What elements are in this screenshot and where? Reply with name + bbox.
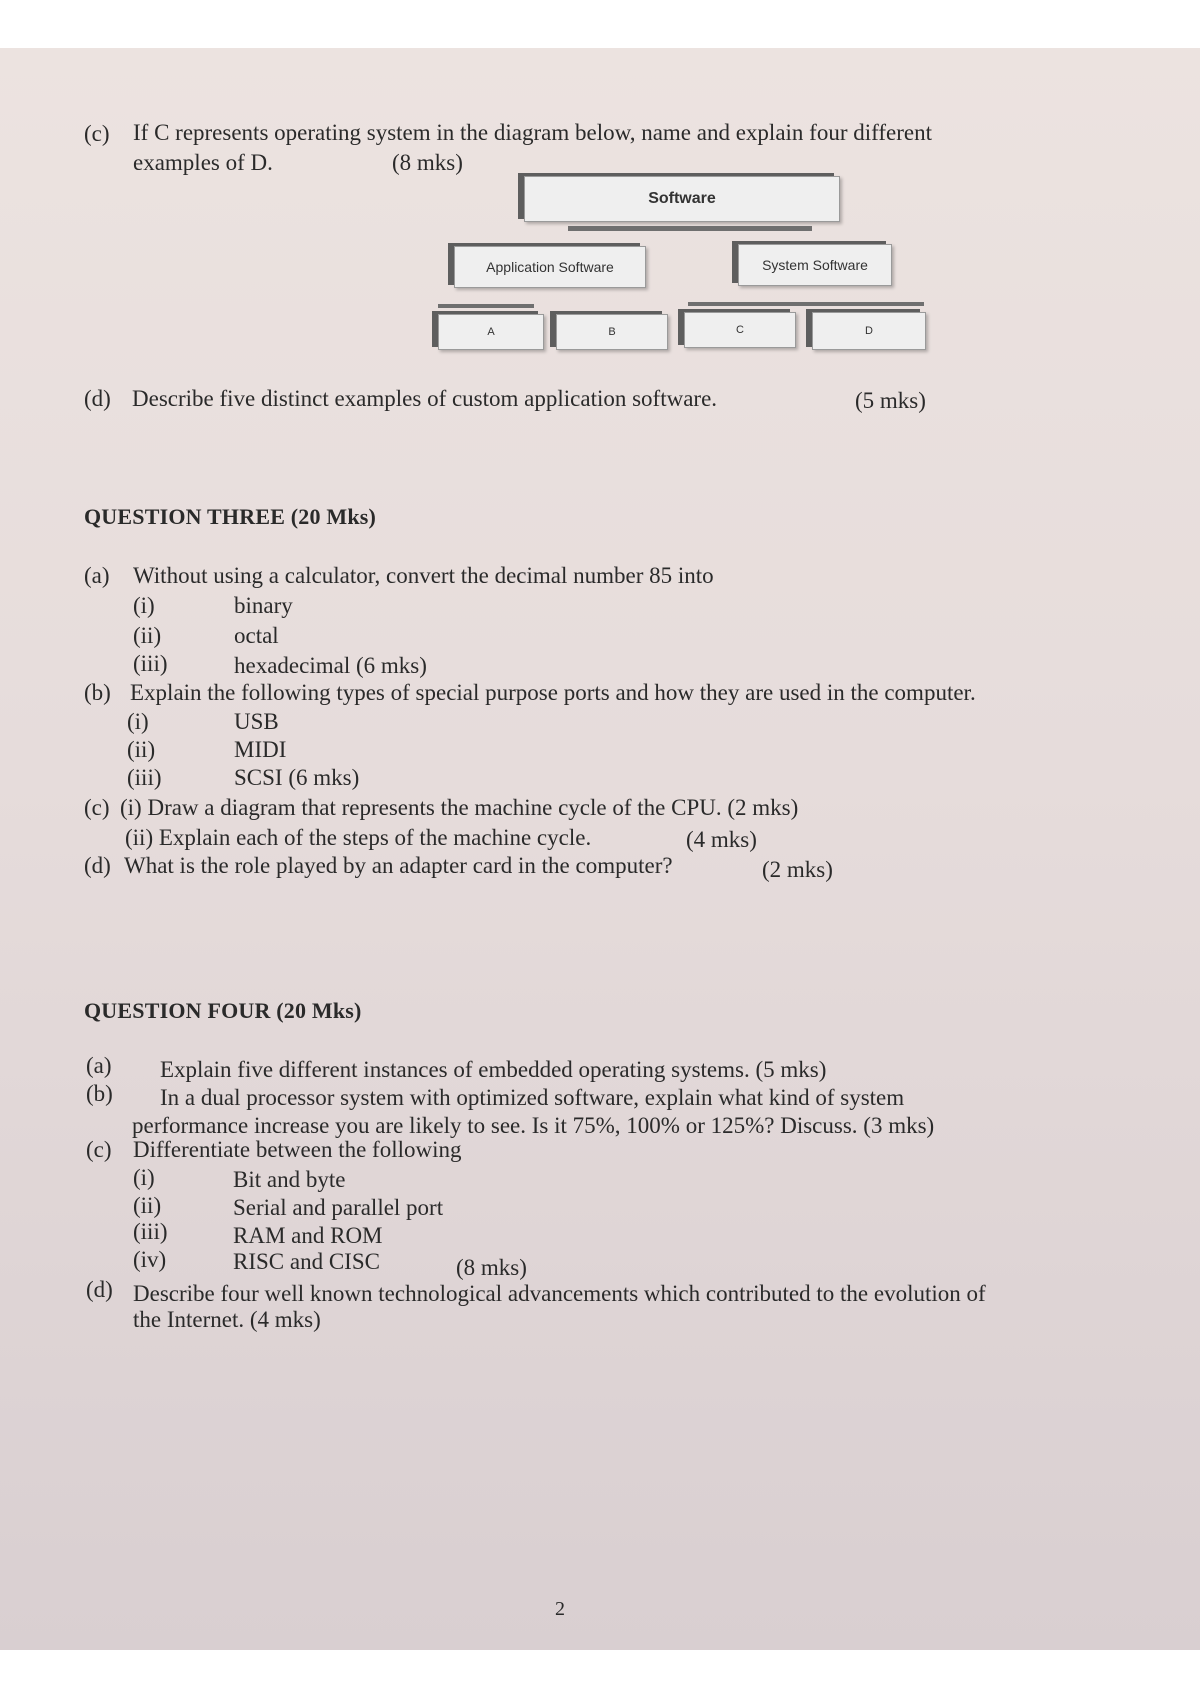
q3-c-label: (c): [84, 795, 110, 820]
q4-c-item-text: RISC and CISC: [233, 1249, 380, 1274]
q3-a-text: Without using a calculator, convert the decimal number 85 into: [133, 563, 714, 588]
diagram-leaf-b: B: [556, 314, 668, 350]
page-number: 2: [555, 1598, 565, 1620]
q4-c-item-num: (iv): [133, 1247, 167, 1272]
q4-c-marks: (8 mks): [456, 1255, 527, 1280]
q4-a-text: Explain five different instances of embedded operating systems. (5 mks): [160, 1057, 827, 1082]
q4-c-item-text: Serial and parallel port: [233, 1195, 444, 1220]
connector-top: [568, 226, 812, 231]
q3-d-label: (d): [84, 853, 111, 878]
q3-b-label: (b): [84, 680, 111, 705]
diagram-leaf-c: C: [684, 312, 796, 348]
software-hierarchy-diagram: [428, 172, 934, 368]
diagram-system-software: System Software: [738, 244, 892, 286]
part-d-marks: (5 mks): [855, 388, 926, 413]
q4-b-label: (b): [86, 1081, 113, 1106]
q3-d-text: What is the role played by an adapter card in the computer?: [124, 853, 673, 878]
q3-b-item-num: (ii): [127, 737, 156, 762]
q3-b-item-num: (iii): [127, 765, 162, 790]
q3-d-marks: (2 mks): [762, 857, 833, 882]
q4-c-item-num: (ii): [133, 1193, 162, 1218]
q3-c-i: (i) Draw a diagram that represents the machine cycle of the CPU. (2 mks): [120, 795, 799, 820]
q4-c-item-num: (iii): [133, 1219, 168, 1244]
q3-a-item-num: (iii): [133, 651, 168, 676]
part-d-text: Describe five distinct examples of custom application software.: [132, 386, 718, 411]
q4-c-item-text: Bit and byte: [233, 1167, 346, 1192]
diagram-application-software: Application Software: [454, 246, 646, 288]
q4-c-label: (c): [86, 1137, 112, 1162]
q3-b-item-text: USB: [234, 709, 279, 734]
q4-a-label: (a): [86, 1053, 112, 1078]
diagram-root-software: Software: [524, 176, 840, 222]
diagram-leaf-d: D: [812, 312, 926, 350]
q3-b-item-text: MIDI: [234, 737, 287, 762]
q3-c-ii-marks: (4 mks): [686, 827, 757, 852]
q4-d-line2: the Internet. (4 mks): [133, 1307, 321, 1332]
part-c-line1: If C represents operating system in the diagram below, name and explain four different: [133, 120, 932, 145]
question-four-heading: QUESTION FOUR (20 Mks): [84, 998, 362, 1023]
q3-b-item-text: SCSI (6 mks): [234, 765, 360, 790]
part-d-label: (d): [84, 386, 111, 411]
part-c-line2: examples of D.: [133, 150, 273, 175]
question-three-heading: QUESTION THREE (20 Mks): [84, 504, 377, 529]
q3-a-label: (a): [84, 563, 110, 588]
q4-b-line1: In a dual processor system with optimized software, explain what kind of system: [160, 1085, 905, 1110]
q3-b-text: Explain the following types of special purpose ports and how they are used in the computer.: [130, 680, 976, 705]
part-c-marks: (8 mks): [392, 150, 463, 175]
connector-left: [438, 304, 534, 308]
q3-a-item-text: octal: [234, 623, 279, 648]
q4-c-text: Differentiate between the following: [133, 1137, 462, 1162]
q3-a-item-num: (i): [133, 593, 155, 618]
q4-b-line2: performance increase you are likely to see. Is it 75%, 100% or 125%? Discuss. (3 mks): [132, 1113, 935, 1138]
q4-c-item-num: (i): [133, 1165, 155, 1190]
exam-page: [0, 48, 1200, 1650]
part-c-label: (c): [84, 121, 110, 146]
q3-a-item-text: binary: [234, 593, 293, 618]
q4-d-label: (d): [86, 1277, 113, 1302]
q4-d-line1: Describe four well known technological advancements which contributed to the evolution of: [133, 1281, 986, 1306]
diagram-leaf-a: A: [438, 314, 544, 350]
connector-right: [688, 302, 924, 306]
q4-c-item-text: RAM and ROM: [233, 1223, 383, 1248]
q3-b-item-num: (i): [127, 709, 149, 734]
q3-a-item-num: (ii): [133, 623, 162, 648]
q3-a-item-text: hexadecimal (6 mks): [234, 653, 427, 678]
q3-c-ii: (ii) Explain each of the steps of the machine cycle.: [125, 825, 592, 850]
